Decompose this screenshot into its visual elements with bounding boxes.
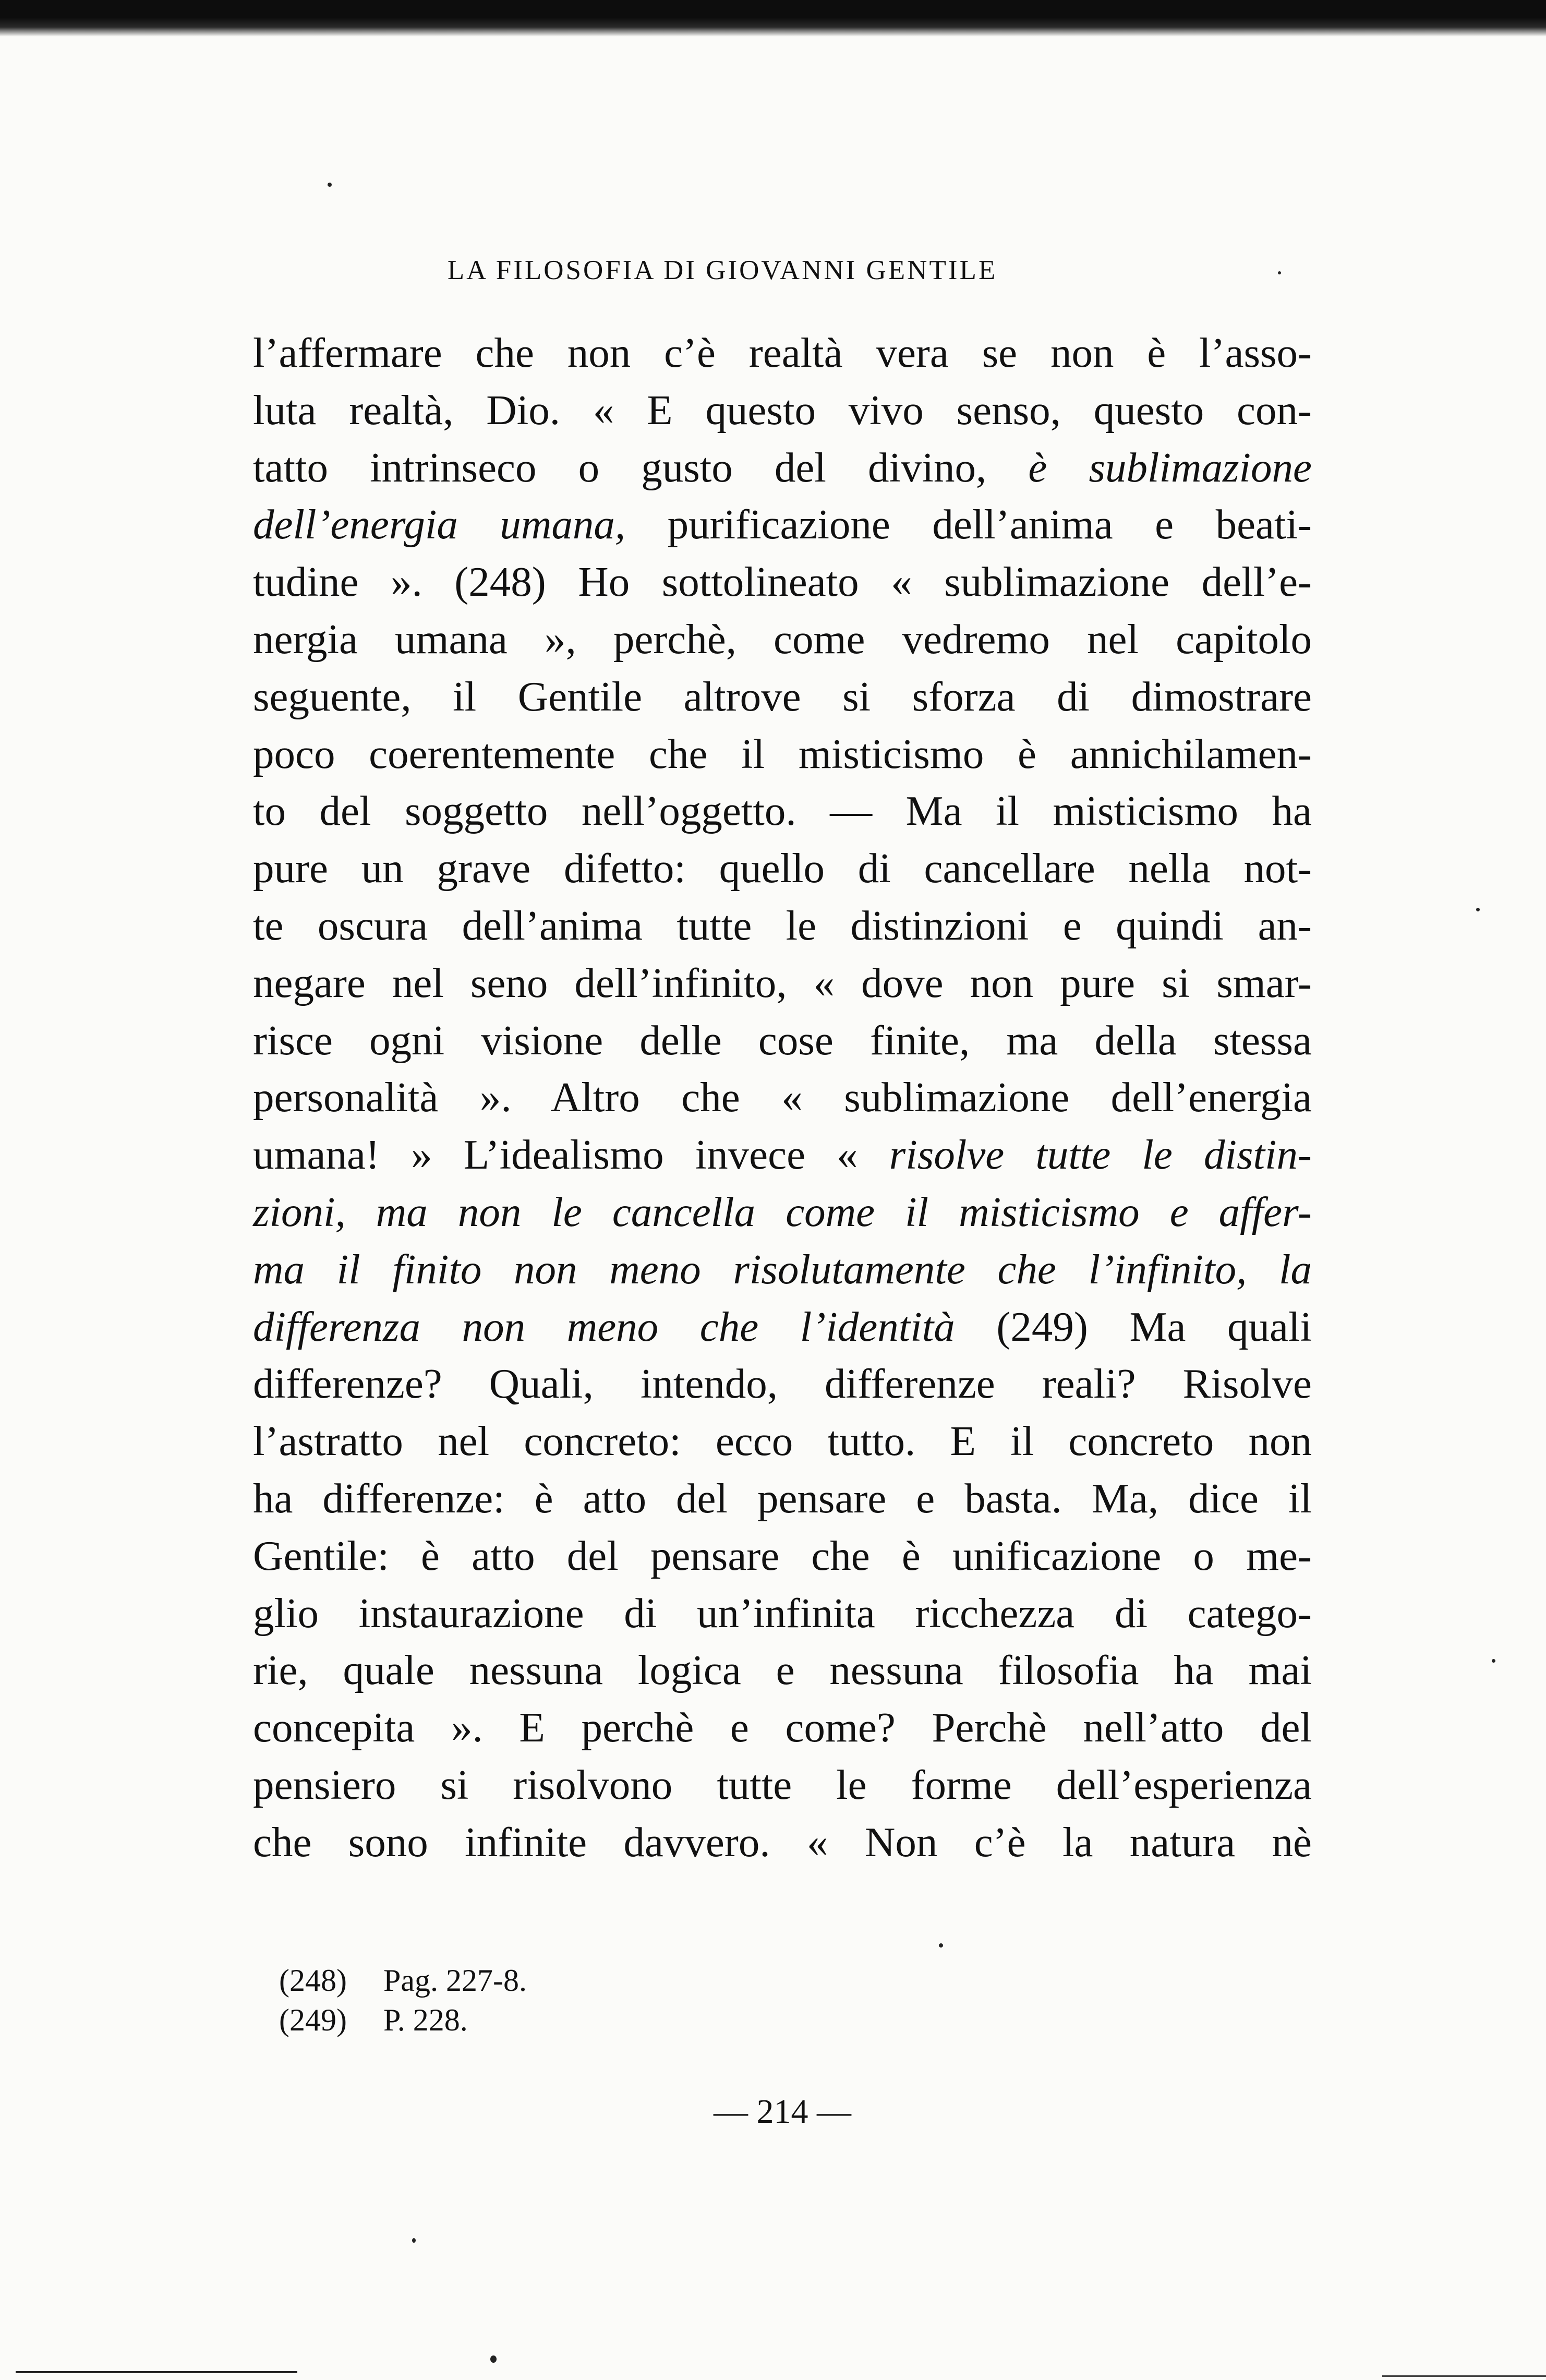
italic-segment: differenza non meno che l’identità <box>253 1303 955 1350</box>
text-line <box>253 1699 1312 1757</box>
text-segment: ha differenze: è atto del pensare e basta. Ma, dice il <box>253 1474 1312 1522</box>
text-segment: luta realtà, Dio. « E questo vivo senso, questo con- <box>253 386 1312 434</box>
text-line <box>253 382 1312 439</box>
text-segment: seguente, il Gentile altrove si sforza di dimostrare <box>253 672 1312 720</box>
text-segment: tatto intrinseco o gusto del divino, <box>253 443 1029 491</box>
text-line <box>253 1012 1312 1069</box>
scan-speck <box>1492 1659 1495 1663</box>
text-line <box>253 1355 1312 1413</box>
text-line <box>253 1642 1312 1699</box>
text-line <box>253 897 1312 955</box>
text-segment: differenze? Quali, intendo, differenze reali? Risolve <box>253 1360 1312 1408</box>
italic-segment: dell’energia umana, <box>253 501 626 548</box>
footnotes <box>279 1961 527 2040</box>
text-line <box>253 668 1312 726</box>
scan-speck <box>1476 908 1480 911</box>
footnote-number: (248) <box>279 1963 347 1998</box>
text-line <box>253 611 1312 668</box>
text-segment: rie, quale nessuna logica e nessuna filosofia ha mai <box>253 1646 1312 1694</box>
italic-segment: risolve tutte le distin- <box>889 1131 1312 1179</box>
text-segment: l’affermare che non c’è realtà vera se non è l’asso- <box>253 329 1312 376</box>
scan-top-edge <box>0 0 1546 37</box>
text-line <box>253 1470 1312 1528</box>
text-segment: risce ogni visione delle cose finite, ma della stessa <box>253 1016 1312 1064</box>
footnote <box>279 2000 527 2040</box>
italic-segment: zioni, ma non le cancella come il misticismo e affer- <box>253 1188 1312 1235</box>
text-segment: pure un grave difetto: quello di cancellare nella not- <box>253 845 1312 892</box>
scan-speck <box>1278 271 1281 274</box>
text-line <box>253 496 1312 554</box>
scan-speck <box>328 183 332 187</box>
text-segment: Gentile: è atto del pensare che è unificazione o me- <box>253 1532 1312 1579</box>
scan-speck <box>490 2355 497 2363</box>
text-segment: negare nel seno dell’infinito, « dove non pure si smar- <box>253 959 1312 1006</box>
text-line <box>253 955 1312 1012</box>
text-line <box>253 1814 1312 1871</box>
text-line <box>253 1126 1312 1184</box>
text-line <box>253 1184 1312 1241</box>
scan-speck <box>939 1943 943 1948</box>
text-line <box>253 1069 1312 1126</box>
text-line <box>253 1757 1312 1814</box>
text-segment: te oscura dell’anima tutte le distinzioni e quindi an- <box>253 901 1312 949</box>
text-segment: umana! » L’idealismo invece « <box>253 1131 889 1179</box>
footnote-text: P. 228. <box>383 2003 468 2037</box>
text-segment: personalità ». Altro che « sublimazione dell’energia <box>253 1074 1312 1121</box>
text-line <box>253 726 1312 783</box>
scan-bottom-edge <box>1382 2375 1546 2377</box>
text-line <box>253 324 1312 382</box>
scan-speck <box>412 2238 416 2243</box>
footnote-text: Pag. 227-8. <box>383 1963 527 1998</box>
italic-segment: è sublimazione <box>1028 443 1312 491</box>
text-segment: nergia umana », perchè, come vedremo nel capitolo <box>253 615 1312 663</box>
text-segment: purificazione dell’anima e beati- <box>625 501 1312 548</box>
text-segment: poco coerentemente che il misticismo è annichilamen- <box>253 730 1312 777</box>
text-segment: concepita ». E perchè e come? Perchè nell’atto del <box>253 1704 1312 1751</box>
text-segment: (249) Ma quali <box>955 1303 1312 1350</box>
text-line <box>253 1528 1312 1585</box>
text-line <box>253 554 1312 611</box>
running-head: LA FILOSOFIA DI GIOVANNI GENTILE <box>447 255 998 285</box>
text-line <box>253 439 1312 497</box>
text-line <box>253 783 1312 840</box>
page-number: — 214 — <box>714 2093 851 2131</box>
text-line <box>253 1241 1312 1299</box>
text-line <box>253 840 1312 897</box>
text-line <box>253 1413 1312 1470</box>
text-line <box>253 1299 1312 1356</box>
italic-segment: ma il finito non meno risolutamente che l’infinito, la <box>253 1245 1312 1293</box>
text-line <box>253 1585 1312 1642</box>
footnote <box>279 1961 527 2000</box>
text-segment: to del soggetto nell’oggetto. — Ma il misticismo ha <box>253 787 1312 835</box>
text-segment: pensiero si risolvono tutte le forme dell’esperienza <box>253 1761 1312 1808</box>
footnote-number: (249) <box>279 2003 347 2037</box>
text-segment: l’astratto nel concreto: ecco tutto. E il concreto non <box>253 1417 1312 1465</box>
text-segment: che sono infinite davvero. « Non c’è la natura nè <box>253 1818 1312 1866</box>
text-segment: tudine ». (248) Ho sottolineato « sublimazione dell’e- <box>253 558 1312 606</box>
main-text <box>253 324 1312 1871</box>
text-segment: glio instaurazione di un’infinita ricchezza di catego- <box>253 1589 1312 1637</box>
scan-bottom-edge <box>16 2371 297 2373</box>
